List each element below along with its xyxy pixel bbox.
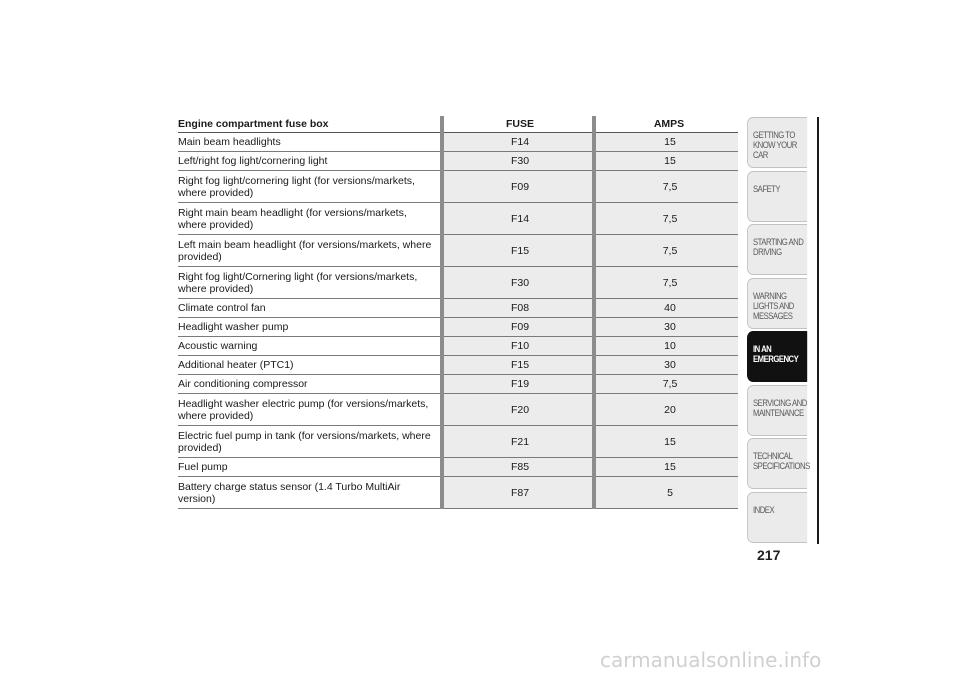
cell-amps: 7,5 xyxy=(594,171,738,203)
cell-amps: 15 xyxy=(594,458,738,477)
section-tab-technical-specifications[interactable]: TECHNICAL SPECIFICATIONS xyxy=(747,438,807,489)
section-tabs xyxy=(747,117,819,544)
page-number: 217 xyxy=(757,547,781,563)
header-amps: AMPS xyxy=(594,116,738,133)
cell-description: Right fog light/cornering light (for versions/markets, where provided) xyxy=(178,171,442,203)
watermark: carmanualsonline.info xyxy=(600,648,822,672)
cell-description: Left main beam headlight (for versions/markets, where provided) xyxy=(178,235,442,267)
section-tab-servicing-and-maintenance[interactable]: SERVICING AND MAINTENANCE xyxy=(747,385,807,436)
cell-description: Headlight washer electric pump (for versions/markets, where provided) xyxy=(178,394,442,426)
cell-description: Right main beam headlight (for versions/markets, where provided) xyxy=(178,203,442,235)
cell-description: Main beam headlights xyxy=(178,133,442,152)
table-row xyxy=(178,426,738,458)
table-row xyxy=(178,133,738,152)
table-row xyxy=(178,375,738,394)
cell-amps: 20 xyxy=(594,394,738,426)
table-row xyxy=(178,299,738,318)
cell-fuse: F85 xyxy=(442,458,594,477)
table-row xyxy=(178,235,738,267)
cell-amps: 15 xyxy=(594,426,738,458)
table-row xyxy=(178,477,738,509)
cell-fuse: F14 xyxy=(442,133,594,152)
cell-description: Right fog light/Cornering light (for versions/markets, where provided) xyxy=(178,267,442,299)
fuse-table xyxy=(178,116,738,509)
cell-fuse: F08 xyxy=(442,299,594,318)
cell-fuse: F19 xyxy=(442,375,594,394)
header-fuse: FUSE xyxy=(442,116,594,133)
cell-amps: 7,5 xyxy=(594,235,738,267)
table-row xyxy=(178,171,738,203)
table-row xyxy=(178,337,738,356)
cell-fuse: F10 xyxy=(442,337,594,356)
table-header-row xyxy=(178,116,738,133)
cell-amps: 10 xyxy=(594,337,738,356)
cell-fuse: F20 xyxy=(442,394,594,426)
cell-fuse: F09 xyxy=(442,171,594,203)
cell-amps: 30 xyxy=(594,318,738,337)
cell-amps: 15 xyxy=(594,152,738,171)
table-row xyxy=(178,458,738,477)
cell-fuse: F30 xyxy=(442,267,594,299)
cell-description: Additional heater (PTC1) xyxy=(178,356,442,375)
section-tab-starting-and-driving[interactable]: STARTING AND DRIVING xyxy=(747,224,807,275)
cell-description: Headlight washer pump xyxy=(178,318,442,337)
table-row xyxy=(178,203,738,235)
section-tab-warning-lights-and-messages[interactable]: WARNING LIGHTS AND MESSAGES xyxy=(747,278,807,329)
section-tab-getting-to-know-your-car[interactable]: GETTING TO KNOW YOUR CAR xyxy=(747,117,807,168)
cell-amps: 7,5 xyxy=(594,375,738,394)
cell-description: Climate control fan xyxy=(178,299,442,318)
section-tab-safety[interactable]: SAFETY xyxy=(747,171,807,222)
cell-description: Fuel pump xyxy=(178,458,442,477)
cell-fuse: F09 xyxy=(442,318,594,337)
cell-fuse: F15 xyxy=(442,235,594,267)
cell-amps: 40 xyxy=(594,299,738,318)
cell-fuse: F21 xyxy=(442,426,594,458)
cell-amps: 7,5 xyxy=(594,267,738,299)
table-row xyxy=(178,152,738,171)
cell-description: Left/right fog light/cornering light xyxy=(178,152,442,171)
section-tab-index[interactable]: INDEX xyxy=(747,492,807,543)
cell-fuse: F30 xyxy=(442,152,594,171)
cell-fuse: F87 xyxy=(442,477,594,509)
cell-description: Battery charge status sensor (1.4 Turbo MultiAir version) xyxy=(178,477,442,509)
cell-amps: 7,5 xyxy=(594,203,738,235)
cell-description: Acoustic warning xyxy=(178,337,442,356)
table-row xyxy=(178,394,738,426)
cell-fuse: F14 xyxy=(442,203,594,235)
cell-description: Electric fuel pump in tank (for versions/markets, where provided) xyxy=(178,426,442,458)
table-row xyxy=(178,356,738,375)
table-row xyxy=(178,318,738,337)
fuse-table-body xyxy=(178,133,738,509)
section-tab-in-an-emergency[interactable]: IN AN EMERGENCY xyxy=(747,331,807,382)
cell-amps: 30 xyxy=(594,356,738,375)
cell-amps: 5 xyxy=(594,477,738,509)
header-description: Engine compartment fuse box xyxy=(178,116,442,133)
cell-fuse: F15 xyxy=(442,356,594,375)
cell-amps: 15 xyxy=(594,133,738,152)
cell-description: Air conditioning compressor xyxy=(178,375,442,394)
table-row xyxy=(178,267,738,299)
